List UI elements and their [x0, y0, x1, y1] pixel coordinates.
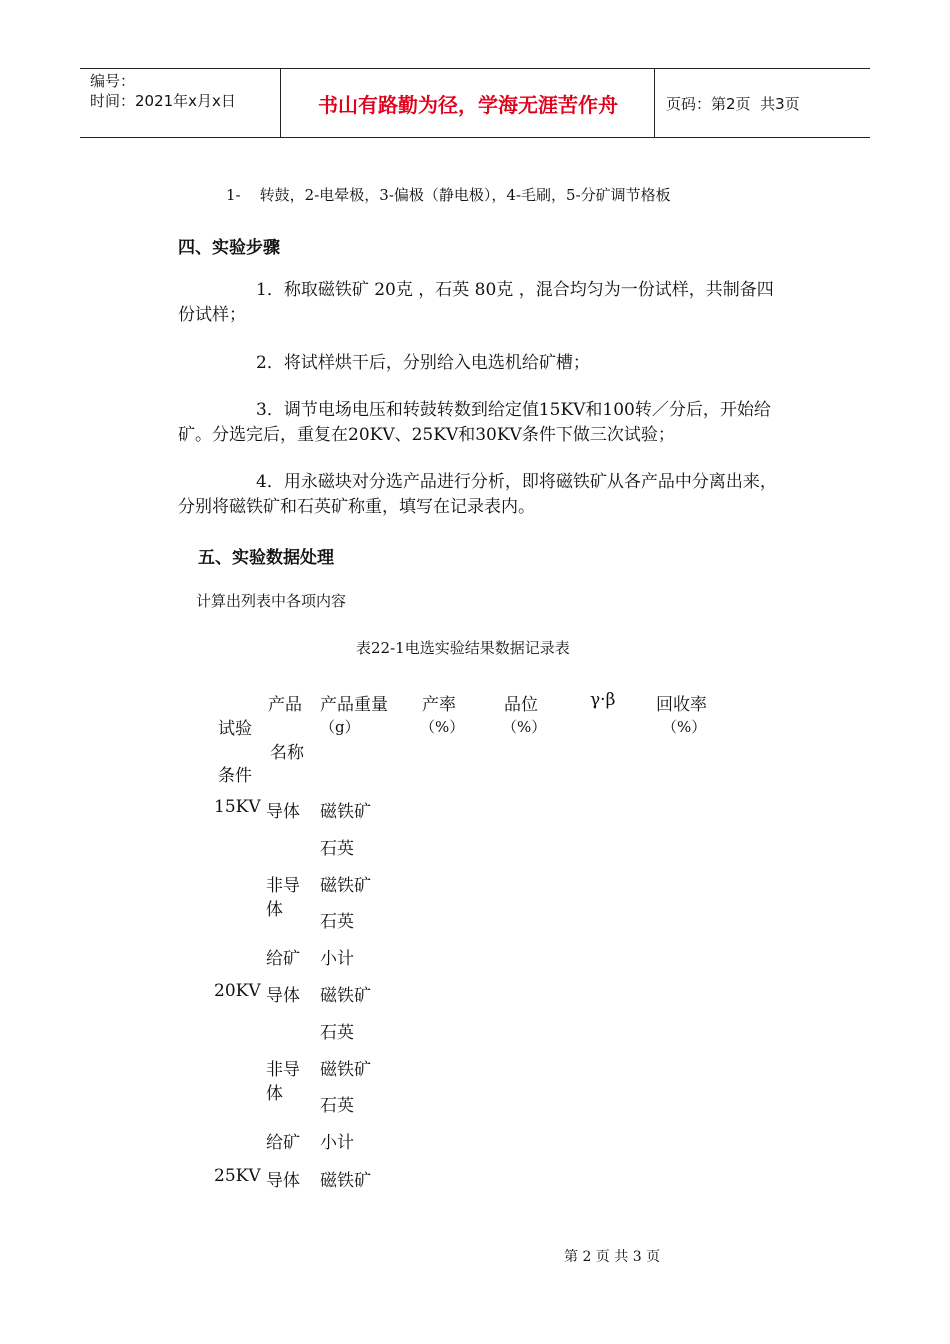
- number-label: 编号：: [90, 72, 136, 90]
- figure-caption: 1- 转鼓，2-电晕极，3-偏极（静电极），4-毛刷，5-分矿调节格板: [226, 186, 671, 204]
- row-product: 给矿: [266, 949, 300, 969]
- section-heading-steps: 四、实验步骤: [178, 238, 280, 258]
- row-mineral: 石英: [320, 839, 354, 859]
- header-meta: [80, 69, 280, 137]
- row-mineral: 石英: [320, 1023, 354, 1043]
- table-title: 表22-1电选实验结果数据记录表: [356, 639, 570, 657]
- row-product: 体: [266, 1084, 283, 1104]
- row-mineral: 磁铁矿: [320, 986, 371, 1006]
- row-mineral: 磁铁矿: [320, 1171, 371, 1191]
- row-mineral: 小计: [320, 1133, 354, 1153]
- header-divider: [654, 69, 655, 137]
- row-product: 导体: [266, 986, 300, 1006]
- row-condition: 20KV: [214, 981, 261, 1001]
- section-heading-data: 五、实验数据处理: [198, 548, 334, 568]
- row-product: 给矿: [266, 1133, 300, 1153]
- step-paragraph: 1．称取磁铁矿 20克 ，石英 80克 ，混合均匀为一份试样，共制备四份试样；: [178, 280, 774, 325]
- time-label: 时间：2021年x月x日: [90, 92, 236, 110]
- header-weight-1: 产品重量: [320, 695, 388, 715]
- row-condition: 15KV: [214, 797, 261, 817]
- row-mineral: 石英: [320, 1096, 354, 1116]
- header-product-1: 产品: [268, 695, 302, 715]
- header-divider: [280, 69, 281, 137]
- header-condition-1: 试验: [218, 719, 252, 739]
- header-grade-2: （%）: [502, 718, 547, 736]
- row-mineral: 小计: [320, 949, 354, 969]
- header-grade-1: 品位: [504, 695, 538, 715]
- header-condition-2: 条件: [218, 766, 252, 786]
- page-header: [80, 68, 870, 138]
- header-gamma-beta: γ·β: [590, 690, 616, 710]
- page-footer: 第 2 页 共 3 页: [564, 1249, 661, 1265]
- row-product: 非导: [266, 1060, 300, 1080]
- row-condition: 25KV: [214, 1166, 261, 1186]
- row-mineral: 磁铁矿: [320, 876, 371, 896]
- step-paragraph: 3．调节电场电压和转鼓转数到给定值15KV和100转／分后，开始给矿。分选完后，重复在20KV、25KV和30KV条件下做三次试验；: [178, 400, 771, 445]
- row-product: 导体: [266, 1171, 300, 1191]
- header-recovery-1: 回收率: [656, 695, 707, 715]
- header-yield-1: 产率: [422, 695, 456, 715]
- step-paragraph: 2．将试样烘干后，分别给入电选机给矿槽；: [256, 353, 590, 373]
- row-mineral: 石英: [320, 912, 354, 932]
- data-intro: 计算出列表中各项内容: [196, 592, 347, 610]
- row-mineral: 磁铁矿: [320, 802, 371, 822]
- row-mineral: 磁铁矿: [320, 1060, 371, 1080]
- row-product: 体: [266, 900, 283, 920]
- header-yield-2: （%）: [420, 718, 465, 736]
- header-page-info: 页码：第2页 共3页: [666, 94, 800, 113]
- header-motto: 书山有路勤为径，学海无涯苦作舟: [318, 92, 618, 117]
- row-product: 非导: [266, 876, 300, 896]
- header-recovery-2: （%）: [662, 718, 707, 736]
- row-product: 导体: [266, 802, 300, 822]
- step-paragraph: 4．用永磁块对分选产品进行分析，即将磁铁矿从各产品中分离出来，分别将磁铁矿和石英矿称重，填写在记录表内。: [178, 472, 777, 517]
- header-product-2: 名称: [270, 743, 304, 763]
- header-weight-2: （g）: [320, 718, 360, 736]
